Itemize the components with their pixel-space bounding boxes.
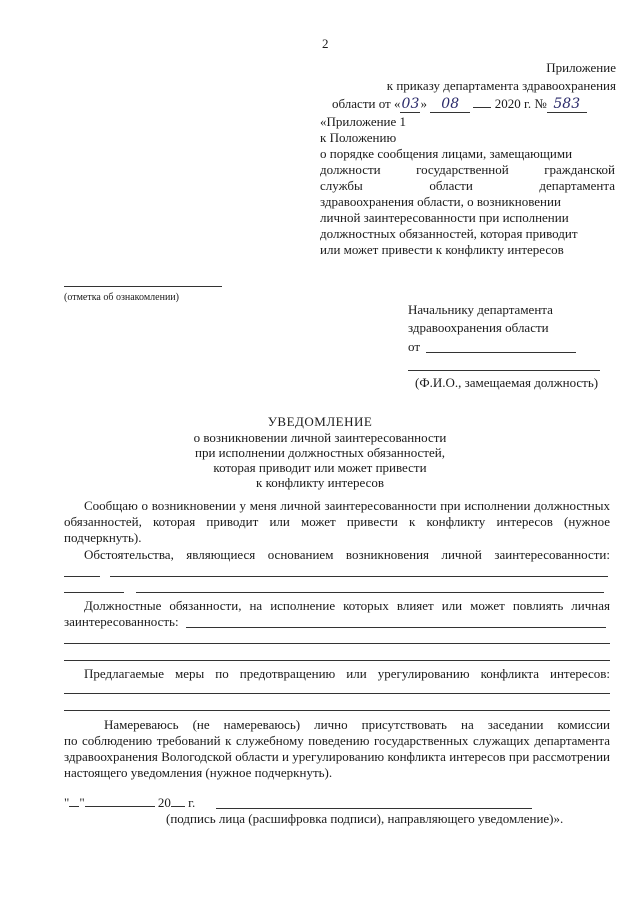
notice-heading (170, 414, 470, 490)
date-quote-close: " (79, 795, 85, 810)
paragraph-line: Намереваюсь (не намереваюсь) лично присутствовать на заседании комиссии (104, 717, 610, 732)
date-mid: » (420, 96, 427, 111)
fill-line (64, 643, 610, 644)
paragraph-1 (64, 498, 610, 546)
addressee-name-line (408, 370, 600, 371)
day-blank (69, 806, 79, 807)
paragraph-line: подчеркнуть). (64, 530, 142, 545)
paragraph-2: Обстоятельства, являющиеся основанием возникновения личной заинтересованности: (84, 547, 610, 562)
fill-line (136, 592, 604, 593)
notice-subtitle-line: к конфликту интересов (256, 475, 384, 490)
appendix-block (320, 114, 615, 258)
fill-line (64, 710, 610, 711)
paragraph-4: Предлагаемые меры по предотвращению или урегулированию конфликта интересов: (84, 666, 610, 681)
year-suffix: г. (188, 795, 196, 810)
paragraph-line: обязанностей, которая приводит или может привести к конфликту интересов (нужное (64, 514, 610, 529)
fill-line (110, 576, 608, 577)
fill-line (64, 660, 610, 661)
handwritten-day: 03 (401, 96, 420, 112)
appendix-line: о порядке сообщения лицами, замещающими (320, 146, 573, 161)
date-year: 2020 г. № (494, 96, 547, 111)
notice-subtitle-line: о возникновении личной заинтересованности (193, 430, 447, 445)
fill-line (64, 592, 124, 593)
acknowledgement-label: (отметка об ознакомлении) (64, 292, 179, 303)
notice-subtitle-line: которая приводит или может привести (213, 460, 427, 475)
fill-line (64, 576, 100, 577)
paragraph-5 (64, 717, 610, 781)
appendix-title: «Приложение 1 (320, 114, 407, 129)
addressee-line2: здравоохранения области (408, 320, 549, 335)
handwritten-number: 583 (547, 96, 587, 113)
notice-title: УВЕДОМЛЕНИЕ (267, 414, 373, 429)
addressee-caption: (Ф.И.О., замещаемая должность) (415, 375, 599, 390)
paragraph-line: по соблюдению требований к служебному поведению государственных служащих департамента (64, 733, 610, 748)
appendix-line: или может привести к конфликту интересов (320, 242, 564, 257)
month-blank (85, 806, 155, 807)
appendix-line: к Положению (320, 130, 397, 145)
page-number: 2 (322, 36, 329, 51)
year-blank (473, 107, 491, 108)
handwritten-month: 08 (430, 96, 470, 113)
addressee-from-line (426, 352, 576, 353)
year-digits-blank (171, 806, 185, 807)
date-prefix: области от « (332, 96, 401, 111)
fill-line (64, 693, 610, 694)
acknowledgement-line (64, 286, 222, 287)
notice-subtitle-line: при исполнении должностных обязанностей, (195, 445, 445, 460)
appendix-line: службы области департамента (320, 178, 615, 193)
appendix-line: здравоохранения области, о возникновении (320, 194, 561, 209)
paragraph-line: настоящего уведомления (нужное подчеркнуть). (64, 765, 333, 780)
signature-line (216, 808, 532, 809)
appendix-line: должностных обязанностей, которая приводит (320, 226, 578, 241)
appendix-line: личной заинтересованности при исполнении (320, 210, 569, 225)
date-quote-open: " (64, 795, 70, 810)
fill-line (186, 627, 606, 628)
year-prefix: 20 (157, 795, 171, 810)
paragraph-3-line2: заинтересованность: (64, 614, 179, 629)
appendix-line: должности государственной гражданской (320, 162, 615, 177)
addressee-line1: Начальнику департамента (408, 302, 553, 317)
header-order-line: к приказу департамента здравоохранения (386, 78, 616, 93)
header-appendix-label: Приложение (546, 60, 616, 75)
addressee-from-label: от (408, 339, 421, 354)
header-date-line (332, 96, 587, 113)
signature-caption: (подпись лица (расшифровка подписи), направляющего уведомление)». (166, 811, 564, 826)
paragraph-line: Сообщаю о возникновении у меня личной заинтересованности при исполнении должностных (84, 498, 610, 513)
paragraph-3-line1: Должностные обязанности, на исполнение которых влияет или может повлиять личная (84, 598, 610, 613)
paragraph-line: здравоохранения Вологодской области и урегулированию конфликта интересов при рассмотрении (64, 749, 610, 764)
signature-date (64, 795, 195, 811)
